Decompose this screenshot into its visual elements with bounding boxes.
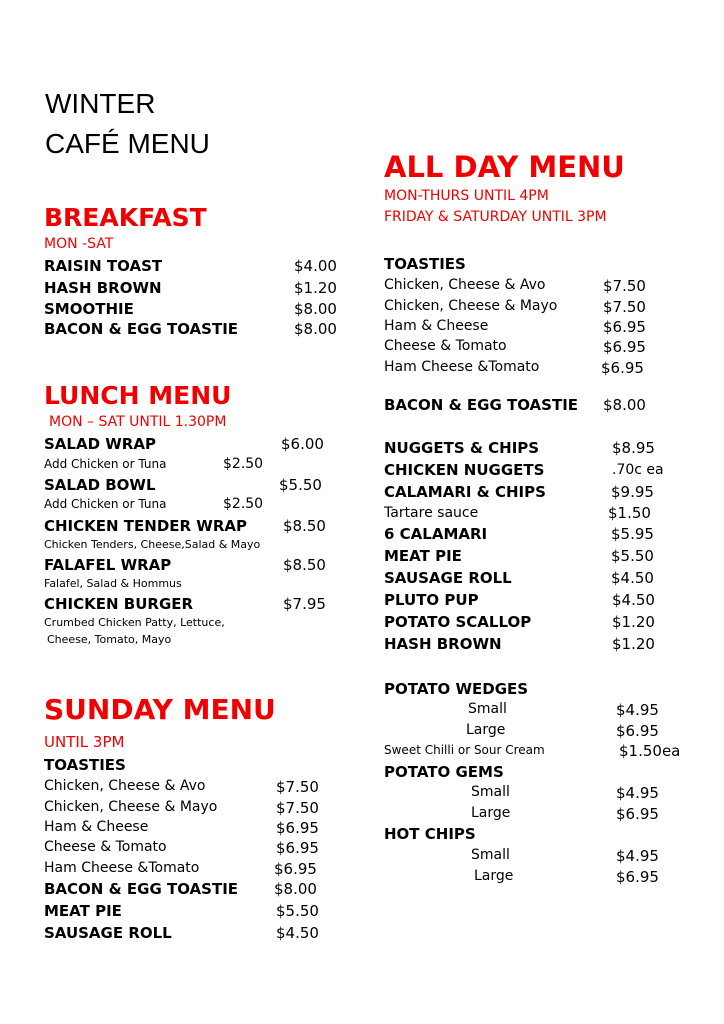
menu-item-price: $8.00 bbox=[294, 320, 337, 338]
menu-item-name: BACON & EGG TOASTIE bbox=[384, 396, 579, 414]
size-label: Large bbox=[466, 722, 506, 738]
menu-item-name: SALAD BOWL bbox=[44, 476, 156, 494]
chips-heading: HOT CHIPS bbox=[384, 825, 476, 843]
menu-title-line2: CAFÉ MENU bbox=[45, 128, 210, 159]
menu-item-name: NUGGETS & CHIPS bbox=[384, 439, 540, 457]
menu-item-price: $7.50 bbox=[603, 277, 646, 295]
menu-item-name: Cheese & Tomato bbox=[44, 839, 167, 855]
menu-item-price: $4.50 bbox=[611, 569, 654, 587]
menu-title-line1: WINTER bbox=[45, 88, 156, 119]
menu-item-price: $5.50 bbox=[279, 476, 322, 494]
menu-item-price: $4.50 bbox=[612, 591, 655, 609]
menu-item-price: $4.95 bbox=[616, 784, 659, 802]
menu-item-name: BACON & EGG TOASTIE bbox=[44, 320, 239, 338]
sunday-toasties-heading: TOASTIES bbox=[44, 756, 126, 774]
menu-item-name: MEAT PIE bbox=[384, 547, 462, 565]
menu-item-price: $6.95 bbox=[276, 819, 319, 837]
menu-item-price: $4.50 bbox=[276, 924, 319, 942]
menu-item-name: Chicken, Cheese & Avo bbox=[44, 778, 206, 794]
addon-name: Add Chicken or Tuna bbox=[44, 457, 167, 471]
menu-item-name: SMOOTHIE bbox=[44, 300, 134, 318]
breakfast-days: MON -SAT bbox=[44, 236, 114, 252]
menu-item-name: 6 CALAMARI bbox=[384, 525, 488, 543]
menu-item-price: $5.95 bbox=[611, 525, 654, 543]
menu-item-price: $8.00 bbox=[274, 880, 317, 898]
menu-item-name: Chicken, Cheese & Avo bbox=[384, 277, 546, 293]
size-label: Small bbox=[471, 784, 510, 800]
allday-toasties-heading: TOASTIES bbox=[384, 255, 466, 273]
menu-item-name: HASH BROWN bbox=[44, 279, 162, 297]
menu-item-name: CHICKEN BURGER bbox=[44, 595, 194, 613]
addon-price: $2.50 bbox=[223, 496, 264, 512]
sauce-option: Sweet Chilli or Sour Cream bbox=[384, 743, 545, 757]
menu-item-name: Chicken, Cheese & Mayo bbox=[384, 298, 558, 314]
item-description: Crumbed Chicken Patty, Lettuce, bbox=[44, 616, 225, 629]
menu-item-price: $1.20 bbox=[612, 635, 655, 653]
item-description: Cheese, Tomato, Mayo bbox=[47, 633, 172, 646]
menu-item-name: CALAMARI & CHIPS bbox=[384, 483, 546, 501]
size-label: Large bbox=[471, 805, 511, 821]
menu-item-price: $7.50 bbox=[276, 778, 319, 796]
menu-item-price: $6.95 bbox=[274, 860, 317, 878]
menu-item-price: $7.95 bbox=[283, 595, 326, 613]
menu-item-price: $7.50 bbox=[276, 799, 319, 817]
gems-heading: POTATO GEMS bbox=[384, 763, 504, 781]
menu-item-price: $6.95 bbox=[601, 359, 644, 377]
menu-item-name: RAISIN TOAST bbox=[44, 257, 163, 275]
menu-item-name: CHICKEN TENDER WRAP bbox=[44, 517, 247, 535]
size-label: Large bbox=[474, 868, 514, 884]
menu-item-name: PLUTO PUP bbox=[384, 591, 479, 609]
menu-item-price: $5.50 bbox=[611, 547, 654, 565]
menu-item-name: Ham & Cheese bbox=[44, 819, 149, 835]
menu-item-name: Ham & Cheese bbox=[384, 318, 489, 334]
menu-item-name: Tartare sauce bbox=[384, 505, 479, 521]
menu-item-name: Chicken, Cheese & Mayo bbox=[44, 799, 218, 815]
menu-item-name: FALAFEL WRAP bbox=[44, 556, 172, 574]
menu-item-price: $1.20 bbox=[612, 613, 655, 631]
size-label: Small bbox=[468, 701, 507, 717]
sunday-until: UNTIL 3PM bbox=[44, 733, 125, 751]
item-description: Falafel, Salad & Hommus bbox=[44, 577, 182, 590]
menu-item-name: Ham Cheese &Tomato bbox=[384, 359, 540, 375]
allday-heading: ALL DAY MENU bbox=[384, 150, 625, 184]
menu-item-price: $8.00 bbox=[294, 300, 337, 318]
menu-item-name: SAUSAGE ROLL bbox=[44, 924, 172, 942]
menu-item-price: $6.95 bbox=[603, 318, 646, 336]
menu-item-price: $8.50 bbox=[283, 517, 326, 535]
menu-item-name: SAUSAGE ROLL bbox=[384, 569, 512, 587]
menu-item-name: SALAD WRAP bbox=[44, 435, 156, 453]
menu-item-price: $4.95 bbox=[616, 847, 659, 865]
sunday-heading: SUNDAY MENU bbox=[44, 693, 276, 726]
menu-item-name: CHICKEN NUGGETS bbox=[384, 461, 545, 479]
wedges-heading: POTATO WEDGES bbox=[384, 680, 529, 698]
menu-item-name: MEAT PIE bbox=[44, 902, 122, 920]
menu-item-price: $4.00 bbox=[294, 257, 337, 275]
menu-item-price: $6.95 bbox=[616, 722, 659, 740]
menu-item-name: Cheese & Tomato bbox=[384, 338, 507, 354]
menu-item-price: $1.20 bbox=[294, 279, 337, 297]
menu-item-price: $5.50 bbox=[276, 902, 319, 920]
menu-item-price: $8.00 bbox=[603, 396, 646, 414]
menu-item-price: $1.50 bbox=[608, 504, 651, 522]
addon-price: $2.50 bbox=[223, 456, 264, 472]
menu-item-price: $7.50 bbox=[603, 298, 646, 316]
menu-item-price: $6.95 bbox=[276, 839, 319, 857]
menu-item-price: .70c ea bbox=[612, 462, 664, 478]
menu-item-price: $8.95 bbox=[612, 439, 655, 457]
menu-item-price: $6.00 bbox=[281, 435, 324, 453]
menu-item-price: $4.95 bbox=[616, 701, 659, 719]
menu-item-name: Ham Cheese &Tomato bbox=[44, 860, 200, 876]
menu-item-price: $6.95 bbox=[616, 805, 659, 823]
item-description: Chicken Tenders, Cheese,Salad & Mayo bbox=[44, 538, 261, 551]
allday-hours-weekday: MON-THURS UNTIL 4PM bbox=[384, 188, 549, 204]
menu-item-price: $8.50 bbox=[283, 556, 326, 574]
menu-item-name: BACON & EGG TOASTIE bbox=[44, 880, 239, 898]
menu-item-name: POTATO SCALLOP bbox=[384, 613, 532, 631]
addon-name: Add Chicken or Tuna bbox=[44, 497, 167, 511]
size-label: Small bbox=[471, 847, 510, 863]
menu-item-name: HASH BROWN bbox=[384, 635, 502, 653]
menu-item-price: $1.50ea bbox=[619, 742, 681, 760]
menu-item-price: $6.95 bbox=[616, 868, 659, 886]
breakfast-heading: BREAKFAST bbox=[44, 203, 207, 232]
menu-item-price: $9.95 bbox=[611, 483, 654, 501]
allday-hours-weekend: FRIDAY & SATURDAY UNTIL 3PM bbox=[384, 209, 607, 225]
lunch-days: MON – SAT UNTIL 1.30PM bbox=[49, 414, 227, 430]
menu-item-price: $6.95 bbox=[603, 338, 646, 356]
lunch-heading: LUNCH MENU bbox=[44, 381, 232, 410]
